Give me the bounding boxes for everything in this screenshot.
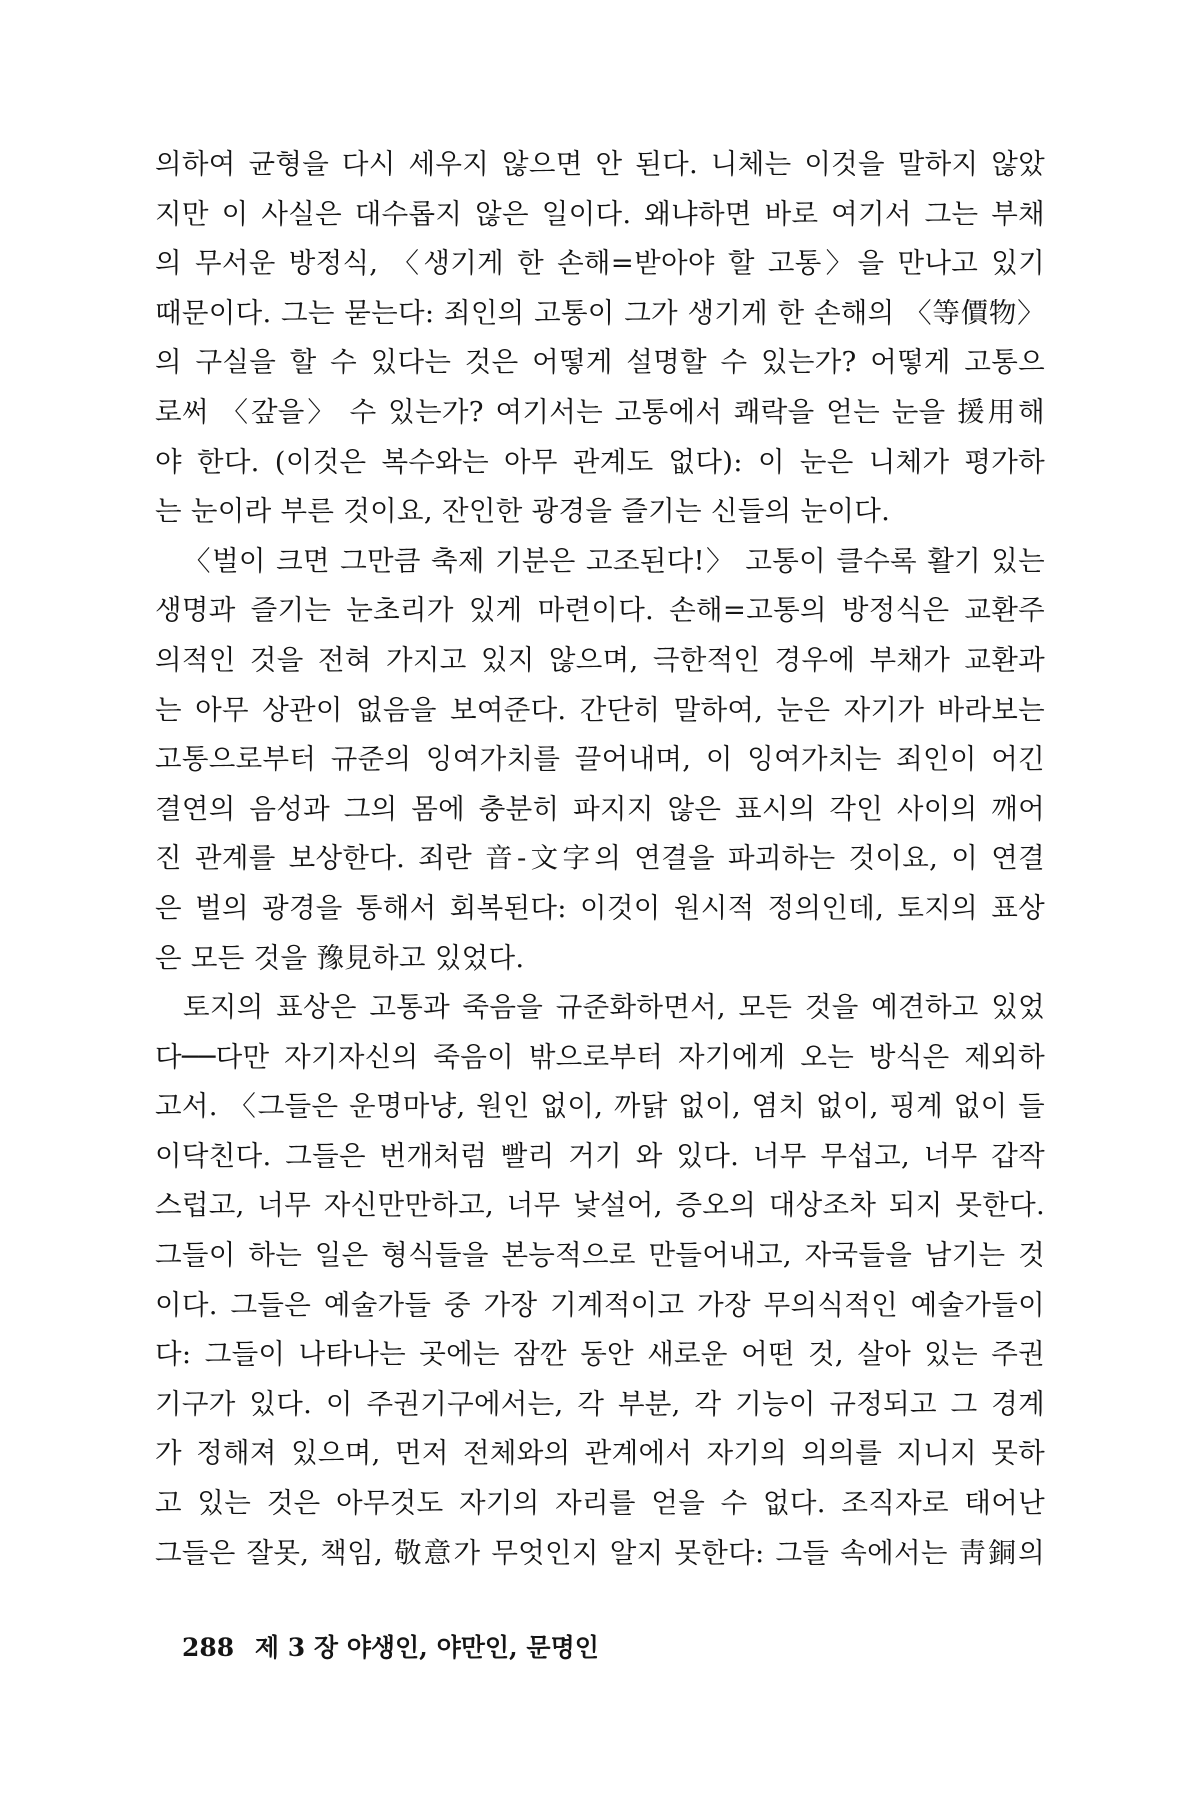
text-line: 는 눈이라 부른 것이요, 잔인한 광경을 즐기는 신들의 눈이다.	[155, 495, 891, 528]
text-line: 는 아무 상관이 없음을 보여준다. 간단히 말하여, 눈은 자기가 바라보는	[155, 693, 1045, 726]
text-line: 의 무서운 방정식, 〈생기게 한 손해=받아야 할 고통〉을 만나고 있기	[155, 247, 1045, 280]
text-line: 고서. 〈그들은 운명마냥, 원인 없이, 까닭 없이, 염치 없이, 핑계 없이 들	[155, 1090, 1045, 1123]
text-line: 〈벌이 크면 그만큼 축제 기분은 고조된다!〉 고통이 클수록 활기 있는	[183, 544, 1045, 577]
text-line: 고통으로부터 규준의 잉여가치를 끌어내며, 이 잉여가치는 죄인이 어긴	[155, 743, 1045, 776]
text-line: 때문이다. 그는 묻는다: 죄인의 고통이 그가 생기게 한 손해의 〈等價物〉	[155, 296, 1045, 329]
text-line: 의 구실을 할 수 있다는 것은 어떻게 설명할 수 있는가? 어떻게 고통으	[155, 346, 1045, 379]
text-line: 이닥친다. 그들은 번개처럼 빨리 거기 와 있다. 너무 무섭고, 너무 갑작	[155, 1139, 1045, 1172]
text-line: 은 벌의 광경을 통해서 회복된다: 이것이 원시적 정의인데, 토지의 표상	[155, 891, 1045, 924]
text-line: 다: 그들이 나타나는 곳에는 잠깐 동안 새로운 어떤 것, 살아 있는 주권	[155, 1338, 1045, 1371]
text-line: 진 관계를 보상한다. 죄란 音-文字의 연결을 파괴하는 것이요, 이 연결	[155, 842, 1045, 875]
text-line: 그들은 잘못, 책임, 敬意가 무엇인지 알지 못한다: 그들 속에서는 靑銅의	[155, 1536, 1045, 1569]
page-number: 288	[182, 1633, 235, 1662]
text-line: 토지의 표상은 고통과 죽음을 규준화하면서, 모든 것을 예견하고 있었	[183, 991, 1045, 1024]
text-line: 고 있는 것은 아무것도 자기의 자리를 얻을 수 없다. 조직자로 태어난	[155, 1487, 1045, 1520]
text-line: 생명과 즐기는 눈초리가 있게 마련이다. 손해=고통의 방정식은 교환주	[155, 594, 1045, 627]
text-line: 은 모든 것을 豫見하고 있었다.	[155, 941, 525, 974]
text-line: 지만 이 사실은 대수롭지 않은 일이다. 왜냐하면 바로 여기서 그는 부채	[155, 197, 1045, 230]
text-line: 로써 〈갚을〉 수 있는가? 여기서는 고통에서 쾌락을 얻는 눈을 援用해	[155, 395, 1045, 428]
text-line: 가 정해져 있으며, 먼저 전체와의 관계에서 자기의 의의를 지니지 못하	[155, 1437, 1045, 1470]
text-line: 의하여 균형을 다시 세우지 않으면 안 된다. 니체는 이것을 말하지 않았	[155, 148, 1045, 180]
body-text	[155, 140, 1045, 1578]
text-line: 결연의 음성과 그의 몸에 충분히 파지지 않은 표시의 각인 사이의 깨어	[155, 792, 1045, 825]
page-footer	[182, 1628, 599, 1664]
text-line: 그들이 하는 일은 형식들을 본능적으로 만들어내고, 자국들을 남기는 것	[155, 1239, 1045, 1272]
running-head: 제 3 장 야생인, 야만인, 문명인	[254, 1633, 599, 1662]
text-line: 의적인 것을 전혀 가지고 있지 않으며, 극한적인 경우에 부채가 교환과	[155, 643, 1045, 676]
text-line: 기구가 있다. 이 주권기구에서는, 각 부분, 각 기능이 규정되고 그 경계	[155, 1387, 1045, 1420]
text-line: 이다. 그들은 예술가들 중 가장 기계적이고 가장 무의식적인 예술가들이	[155, 1288, 1045, 1321]
text-line: 야 한다. (이것은 복수와는 아무 관계도 없다): 이 눈은 니체가 평가하	[155, 445, 1045, 478]
text-line: 다──다만 자기자신의 죽음이 밖으로부터 자기에게 오는 방식은 제외하	[155, 1040, 1045, 1073]
text-line: 스럽고, 너무 자신만만하고, 너무 낯설어, 증오의 대상조차 되지 못한다.	[155, 1189, 1045, 1222]
